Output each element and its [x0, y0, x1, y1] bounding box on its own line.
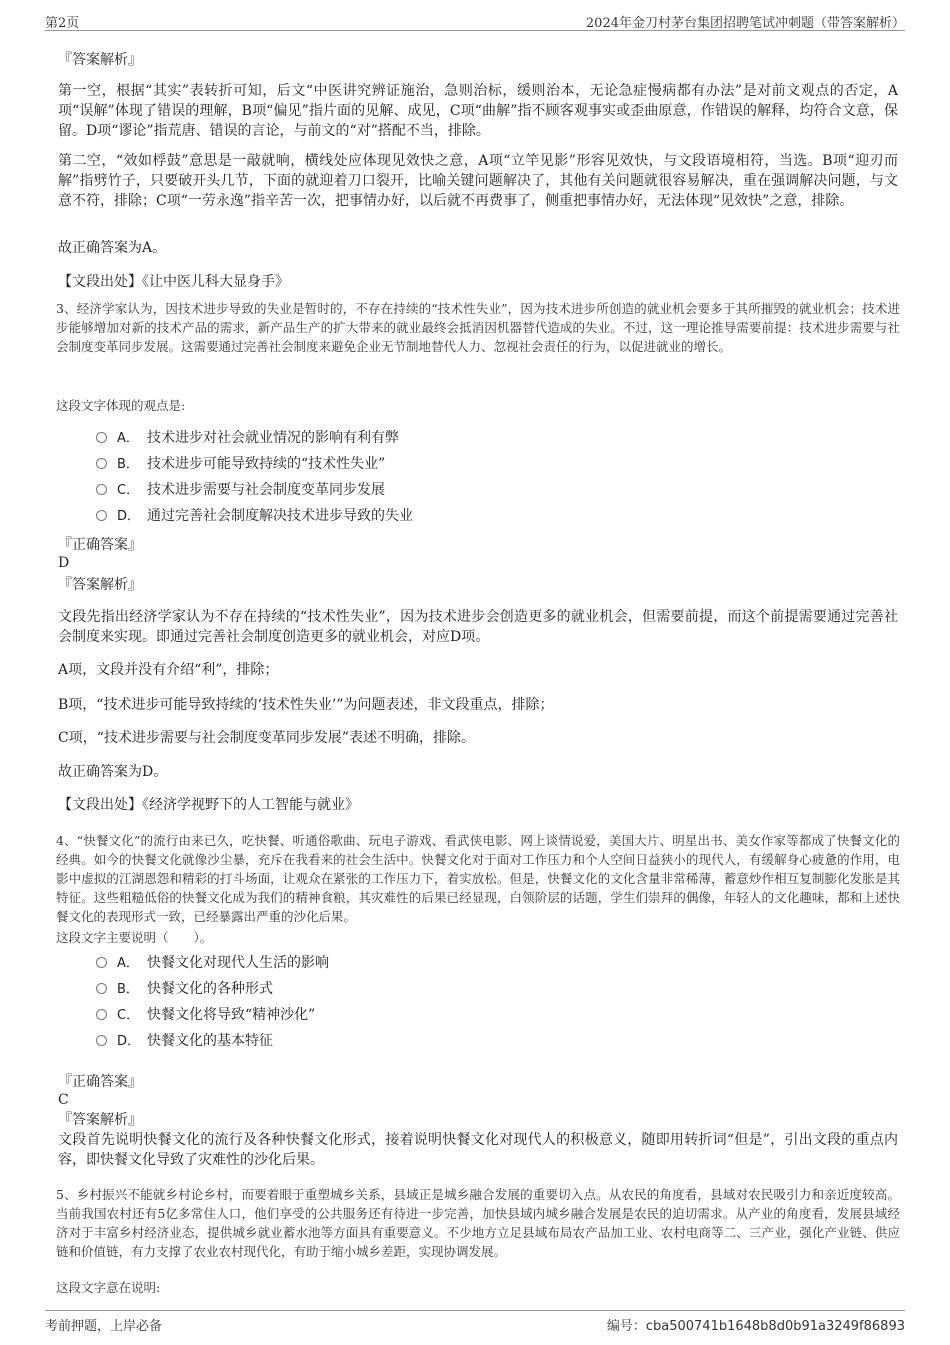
q3-option-d[interactable]: D． 通过完善社会制度解决技术进步导致的失业 [96, 506, 413, 527]
q4-answer: C [58, 1092, 69, 1108]
page-number: 第2页 [45, 16, 80, 31]
q3-answer-label: 『正确答案』 [58, 537, 142, 553]
radio-icon[interactable] [96, 1035, 107, 1046]
q3-note-a: A项，文段并没有介绍“利”，排除； [58, 662, 279, 678]
q2-source: 【文段出处】《让中医儿科大显身手》 [58, 274, 289, 290]
radio-icon[interactable] [96, 1009, 107, 1020]
page-footer [45, 1310, 905, 1335]
radio-icon[interactable] [96, 957, 107, 968]
q3-analysis-label: 『答案解析』 [58, 577, 142, 593]
q3-source: 【文段出处】《经济学视野下的人工智能与就业》 [58, 797, 359, 813]
q3-note-c: C项，“技术进步需要与社会制度变革同步发展”表述不明确，排除。 [58, 730, 476, 746]
radio-icon[interactable] [96, 432, 107, 443]
q2-analysis-label: 『答案解析』 [58, 52, 142, 68]
q4-option-d[interactable]: D． 快餐文化的基本特征 [96, 1031, 273, 1052]
q3-analysis: 文段先指出经济学家认为不存在持续的“技术性失业”，因为技术进步会创造更多的就业机会，但需要前提，而这个前提需要通过完善社会制度来实现。即通过完善社会制度创造更多的就业机会，对应D项。 [58, 609, 898, 645]
q3-conclusion: 故正确答案为D。 [58, 764, 168, 780]
code-value: cba500741b1648b8d0b91a3249f86893 [645, 1319, 905, 1334]
q2-conclusion: 故正确答案为A。 [58, 240, 167, 256]
q5-stem: 5、乡村振兴不能就乡村论乡村，而要着眼于重塑城乡关系，县域正是城乡融合发展的重要切入点。从农民的角度看，县域对农民吸引力和亲近度较高。当前我国农村还有5亿多常住人口，他们享受的公共服务还有待进一步完善，加快县域内城乡融合发展是农民的迫切需求。从产业的角度看，发展县域经济对于丰富乡村经济业态，提供城乡就业蓄水池等方面具有重要意义。不少地方立足县域布局农产品加工业、农村电商等二、三产业，强化产业链、供应链和价值链，有力支撑了农业农村现代化，有助于缩小城乡差距，实现协调发展。 [56, 1187, 900, 1259]
q3-option-b[interactable]: B． 技术进步可能导致持续的“技术性失业” [96, 454, 385, 475]
q4-answer-label: 『正确答案』 [58, 1074, 142, 1090]
document-title: 2024年金刀村茅台集团招聘笔试冲刺题（带答案解析） [585, 16, 905, 31]
page-header [45, 8, 905, 31]
q2-analysis-para2: 第二空，“效如桴鼓”意思是一敲就响，横线处应体现见效快之意，A项“立竿见影”形容见效快，与文段语境相符，当选。B项“迎刃而解”指劈竹子，只要破开头几节，下面的就迎着刀口裂开，比喻关键问题解决了，其他有关问题就很容易解决，重在强调解决问题，与文意不符，排除；C项“一劳永逸”指辛苦一次，把事情办好，以后就不再费事了，侧重把事情办好，无法体现“见效快”之意，排除。 [58, 153, 898, 209]
document-code [607, 1315, 905, 1334]
code-label: 编号： [606, 1319, 646, 1334]
radio-icon[interactable] [96, 983, 107, 994]
radio-icon[interactable] [96, 484, 107, 495]
footer-slogan: 考前押题，上岸必备 [45, 1319, 163, 1334]
q3-answer: D [58, 555, 70, 571]
radio-icon[interactable] [96, 510, 107, 521]
q5-prompt: 这段文字意在说明: [56, 1280, 161, 1295]
q3-option-a[interactable]: A． 技术进步对社会就业情况的影响有利有弊 [96, 428, 399, 449]
radio-icon[interactable] [96, 458, 107, 469]
q4-prompt: 这段文字主要说明（ ）。 [56, 930, 213, 945]
q4-analysis-label: 『答案解析』 [58, 1112, 142, 1128]
q3-note-b: B项，“技术进步可能导致持续的‘技术性失业’”为问题表述，非文段重点，排除； [58, 697, 554, 713]
q4-option-c[interactable]: C． 快餐文化将导致“精神沙化” [96, 1005, 315, 1026]
q4-stem: 4、“快餐文化”的流行由来已久，吃快餐、听通俗歌曲、玩电子游戏、看武侠电影、网上谈情说爱，美国大片、明星出书、美女作家等都成了快餐文化的经典。如今的快餐文化就像沙尘暴，充斥在我看来的社会生活中。快餐文化对于面对工作压力和个人空间日益狭小的现代人，有缓解身心疲惫的作用，电影中虚拟的江湖恩怨和精彩的打斗场面，让观众在紧张的工作压力下，着实放松。但是，快餐文化的文化含量非常稀薄，蓄意炒作相互复制膨化发胀是其特征。这些粗糙低俗的快餐文化成为我们的精神食粮，其灾难性的后果已经显现，白领阶层的话题，学生们崇拜的偶像，年轻人的文化趣味，都和上述快餐文化的表现形式一致，已经暴露出严重的沙化后果。 [56, 833, 900, 924]
q2-analysis-para1: 第一空，根据“其实”表转折可知，后文“中医讲究辨证施治，急则治标，缓则治本，无论急症慢病都有办法”是对前文观点的否定，A项“误解”体现了错误的理解，B项“偏见”指片面的见解、成见，C项“曲解”指不顾客观事实或歪曲原意，作错误的解释，均符合文意，保留。D项“谬论”指荒唐、错误的言论，与前文的“对”搭配不当，排除。 [58, 83, 898, 139]
q3-stem: 3、经济学家认为，因技术进步导致的失业是暂时的，不存在持续的“技术性失业”，因为技术进步所创造的就业机会要多于其所摧毁的就业机会；技术进步能够增加对新的技术产品的需求，新产品生产的扩大带来的就业最终会抵消因机器替代造成的失业。不过，这一理论推导需要前提：技术进步需要与社会制度变革同步发展。这需要通过完善社会制度来避免企业无节制地替代人力、忽视社会责任的行为，以促进就业的增长。 [56, 301, 900, 354]
q4-option-b[interactable]: B． 快餐文化的各种形式 [96, 979, 273, 1000]
q4-option-a[interactable]: A． 快餐文化对现代人生活的影响 [96, 953, 329, 974]
q3-option-c[interactable]: C． 技术进步需要与社会制度变革同步发展 [96, 480, 385, 501]
q3-prompt: 这段文字体现的观点是: [56, 398, 186, 413]
q4-analysis: 文段首先说明快餐文化的流行及各种快餐文化形式，接着说明快餐文化对现代人的积极意义，随即用转折词“但是”，引出文段的重点内容，即快餐文化导致了灾难性的沙化后果。 [58, 1132, 898, 1168]
